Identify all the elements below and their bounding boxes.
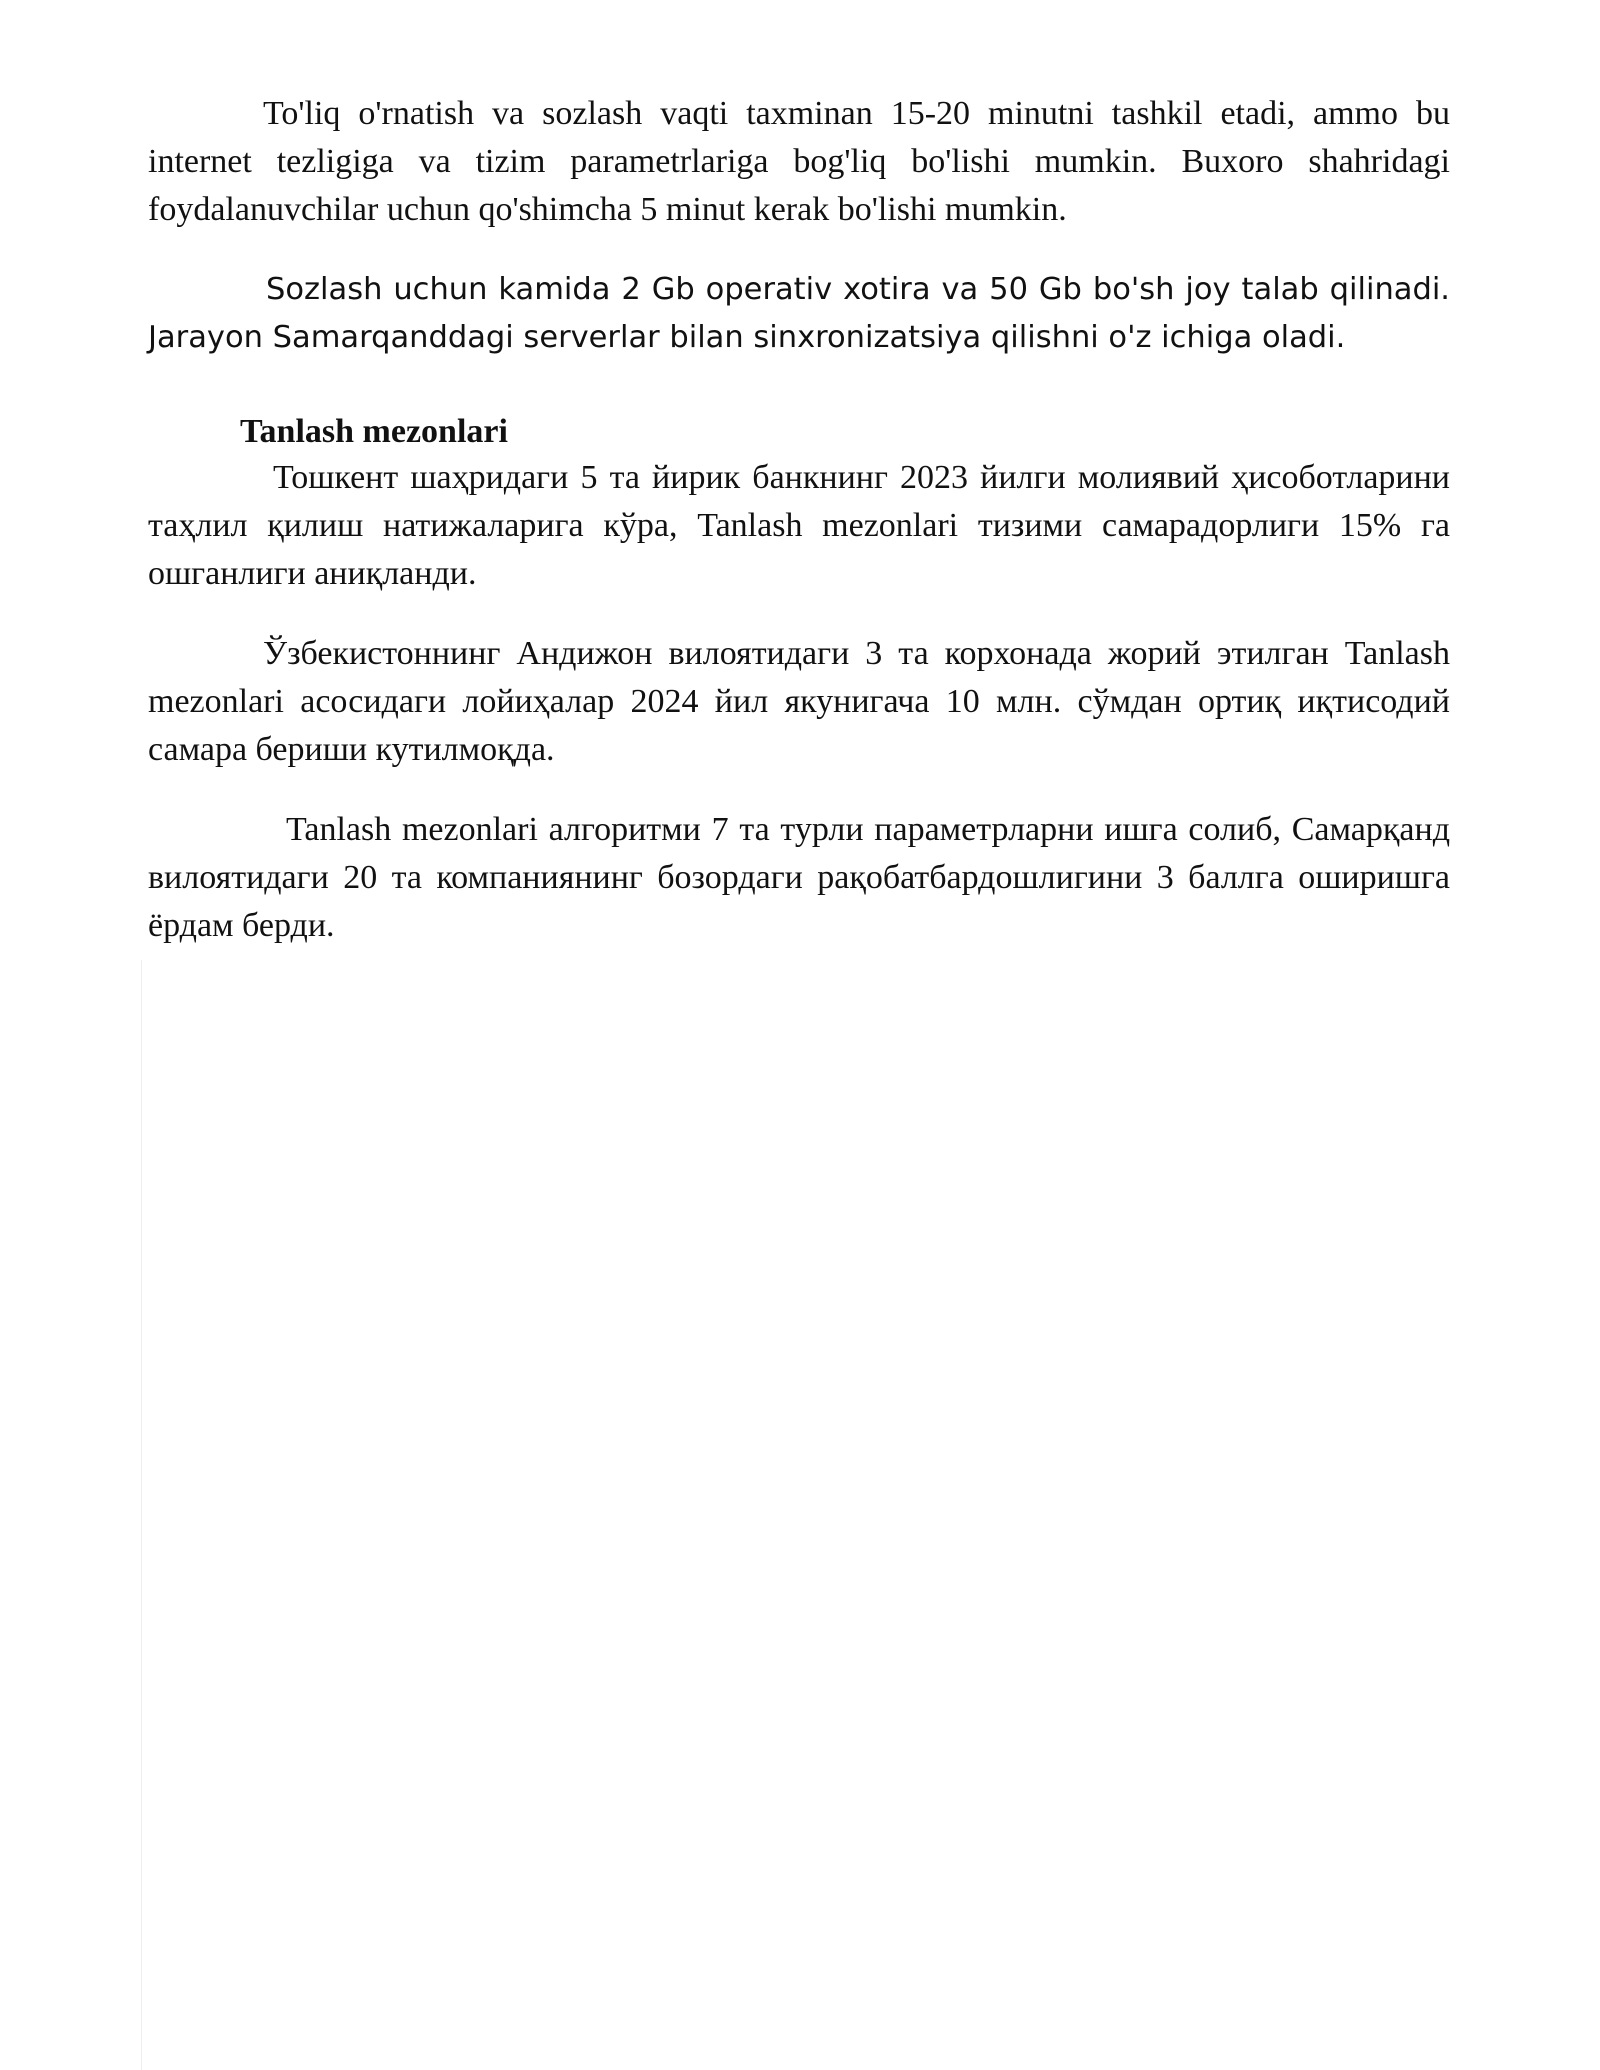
paragraph-andijan-enterprises: Ўзбекистоннинг Андижон вилоятидаги 3 та корхонада жорий этилган Tanlash mezonlari асосидаги лойиҳалар 2024 йил якунигача 10 млн. сўмдан ортиқ иқтисодий самара бериши кутилмоқда. xyxy=(148,635,1450,768)
paragraph-installation-time: To'liq o'rnatish va sozlash vaqti taxminan 15-20 minutni tashkil etadi, ammo bu internet tezligiga va tizim parametrlariga bog'liq bo'lishi mumkin. Buxoro shahridagi foydalanuvchilar uchun qo'shimcha 5 minut kerak bo'lishi mumkin. xyxy=(148,95,1450,228)
document-body xyxy=(148,90,1450,950)
paragraph-tashkent-banks: Тошкент шаҳридаги 5 та йирик банкнинг 2023 йилги молиявий ҳисоботларини таҳлил қилиш натижаларига кўра, Tanlash mezonlari тизими самарадорлиги 15% га ошганлиги аниқланди. xyxy=(148,459,1450,592)
paragraph-system-requirements: Sozlash uchun kamida 2 Gb operativ xotira va 50 Gb bo'sh joy talab qilinadi. Jarayon Samarqanddagi serverlar bilan sinxronizatsiya qilishni o'z ichiga oladi. xyxy=(148,272,1450,355)
page-margin-line xyxy=(141,960,142,2070)
paragraph-samarkand-companies: Tanlash mezonlari алгоритми 7 та турли параметрларни ишга солиб, Самарқанд вилоятидаги 20 та компаниянинг бозордаги рақобатбардошлигини 3 баллга оширишга ёрдам берди. xyxy=(148,811,1450,944)
section-heading: Tanlash mezonlari xyxy=(240,413,508,450)
